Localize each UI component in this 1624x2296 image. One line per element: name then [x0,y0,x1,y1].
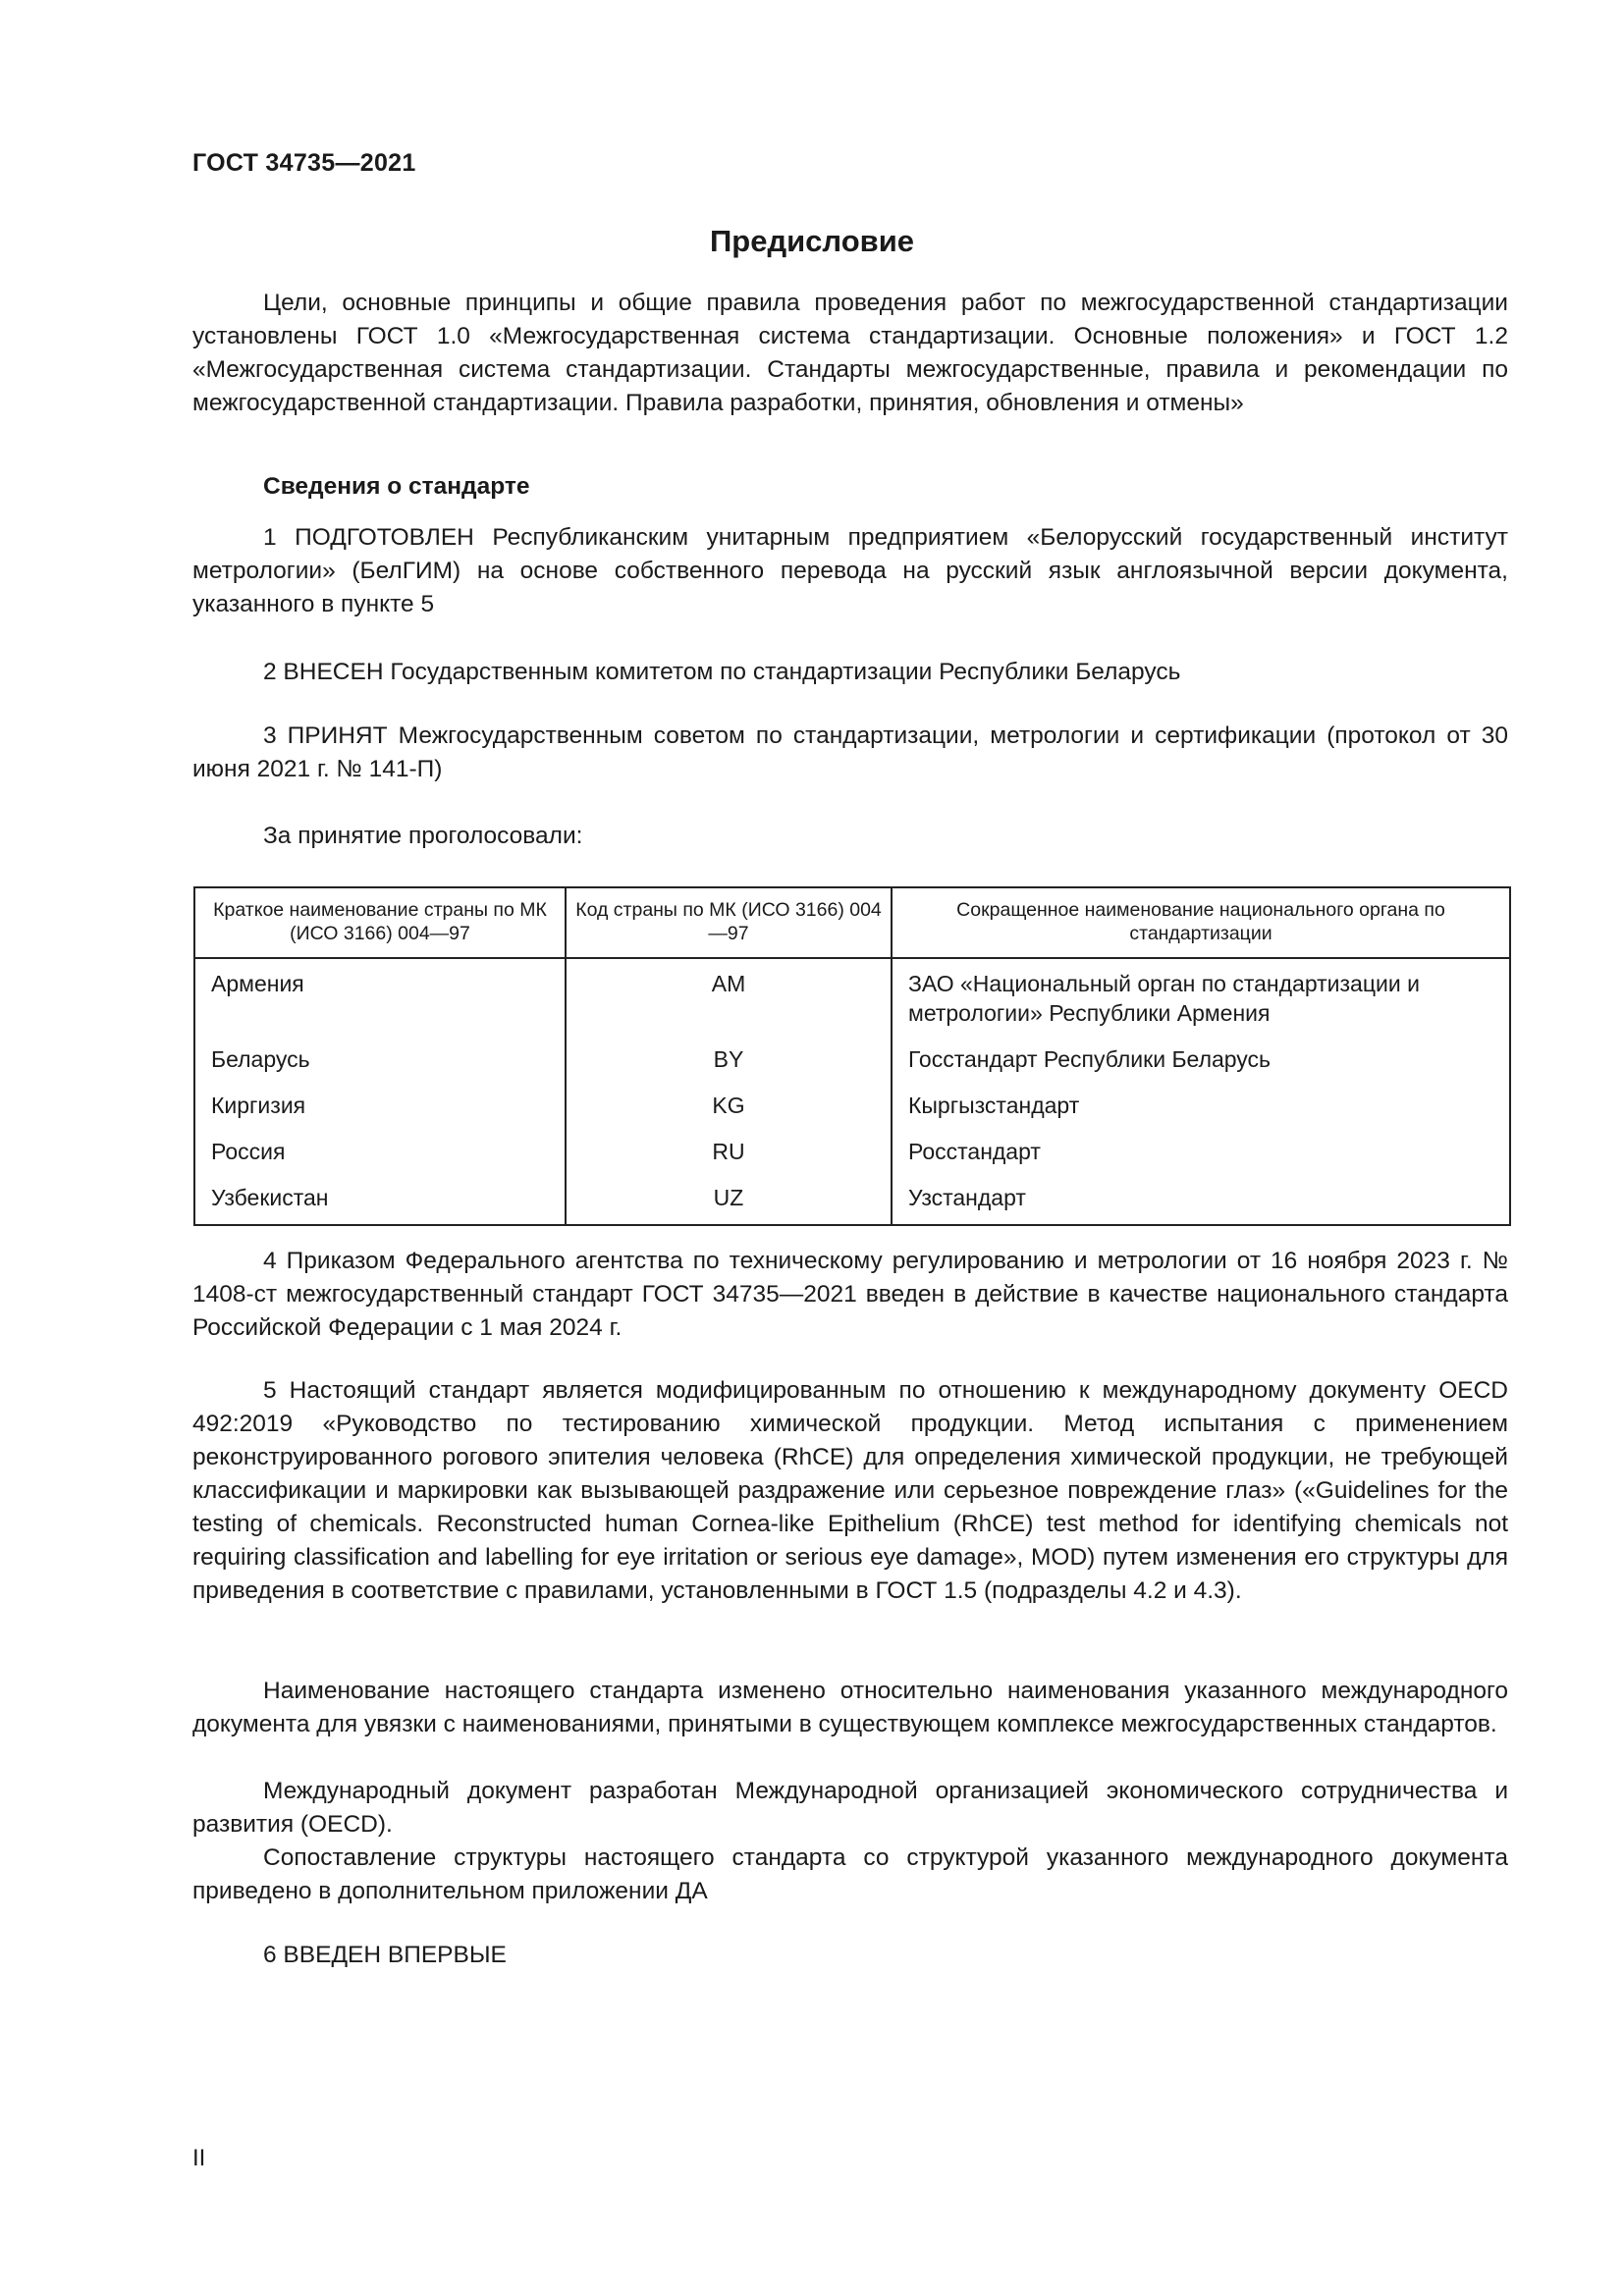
item-5-comparison-text: Сопоставление структуры настоящего стандарта со структурой указанного международного документа приведено в дополнительном приложении ДА [192,1844,1508,1904]
document-id-header: ГОСТ 34735—2021 [192,149,416,177]
code-cell: BY [566,1037,892,1083]
intro-paragraph [192,287,1508,420]
code-cell: AM [566,958,892,1037]
code-cell: UZ [566,1175,892,1225]
item-2-paragraph [192,656,1508,689]
item-2-text: 2 ВНЕСЕН Государственным комитетом по стандартизации Республики Беларусь [263,659,1181,685]
table-header-code: Код страны по МК (ИСО 3166) 004—97 [566,887,892,958]
page-number: II [192,2145,206,2171]
item-6-text: 6 ВВЕДЕН ВПЕРВЫЕ [263,1942,507,1968]
item-3-text: 3 ПРИНЯТ Межгосударственным советом по стандартизации, метрологии и сертификации (протокол от 30 июня 2021 г. № 141-П) [192,722,1508,782]
table-header-country: Краткое наименование страны по МК (ИСО 3166) 004—97 [194,887,566,958]
table-header-row [194,887,1510,958]
page-title: Предисловие [709,224,914,258]
table-row [194,1083,1510,1129]
item-5-developer-text: Международный документ разработан Международной организацией экономического сотрудничества и развития (OECD). [192,1778,1508,1838]
table-row [194,958,1510,1037]
item-4-paragraph [192,1245,1508,1345]
item-5-developer-paragraph [192,1775,1508,1842]
country-cell: Россия [194,1129,566,1175]
table-row [194,1037,1510,1083]
item-6-paragraph [192,1939,1508,1972]
table-row [194,1129,1510,1175]
member-states-table [193,886,1511,1226]
item-5-text: 5 Настоящий стандарт является модифицированным по отношению к международному документу OECD 492:2019 «Руководство по тестированию химической продукции. Метод испытания с применением реконструированного рогового эпителия человека (RhCE) для определения химической продукции, не требующей классификации и маркировки как вызывающей раздражение или серьезное повреждение глаз» («Guidelines for the testing of chemicals. Reconstructed human Cornea-like Epithelium (RhCE) test method for identifying chemicals not requiring classification and labelling for eye irritation or serious eye damage», MOD) путем изменения его структуры для приведения в соответствие с правилами, установленными в ГОСТ 1.5 (подразделы 4.2 и 4.3). [192,1377,1508,1604]
vote-paragraph [192,820,1508,853]
code-cell: KG [566,1083,892,1129]
table-row [194,1175,1510,1225]
item-4-text: 4 Приказом Федерального агентства по техническому регулированию и метрологии от 16 ноября 2023 г. № 1408-ст межгосударственный стандарт ГОСТ 34735—2021 введен в действие в качестве национального стандарта Российской Федерации с 1 мая 2024 г. [192,1248,1508,1341]
table-header-body: Сокращенное наименование национального органа по стандартизации [892,887,1510,958]
item-1-text: 1 ПОДГОТОВЛЕН Республиканским унитарным предприятием «Белорусский государственный институт метрологии» (БелГИМ) на основе собственного перевода на русский язык англоязычной версии документа, указанного в пункте 5 [192,524,1508,617]
country-cell: Киргизия [194,1083,566,1129]
intro-text: Цели, основные принципы и общие правила проведения работ по межгосударственной стандартизации установлены ГОСТ 1.0 «Межгосударственная система стандартизации. Основные положения» и ГОСТ 1.2 «Межгосударственная система стандартизации. Стандарты межгосударственные, правила и рекомендации по межгосударственной стандартизации. Правила разработки, принятия, обновления и отмены» [192,290,1508,416]
body-cell: ЗАО «Национальный орган по стандартизации и метрологии» Республики Армения [892,958,1510,1037]
body-cell: Госстандарт Республики Беларусь [892,1037,1510,1083]
item-3-paragraph [192,720,1508,786]
vote-text: За принятие проголосовали: [263,823,583,849]
item-5-name-text: Наименование настоящего стандарта изменено относительно наименования указанного международного документа для увязки с наименованиями, принятыми в существующем комплексе межгосударственных стандартов. [192,1678,1508,1737]
code-cell: RU [566,1129,892,1175]
item-1-paragraph [192,521,1508,621]
body-cell: Узстандарт [892,1175,1510,1225]
country-cell: Армения [194,958,566,1037]
item-5-comparison-paragraph [192,1842,1508,1908]
body-cell: Кыргызстандарт [892,1083,1510,1129]
item-5-paragraph [192,1374,1508,1608]
country-cell: Узбекистан [194,1175,566,1225]
country-cell: Беларусь [194,1037,566,1083]
standard-info-heading: Сведения о стандарте [263,473,530,500]
item-5-name-paragraph [192,1675,1508,1741]
body-cell: Росстандарт [892,1129,1510,1175]
